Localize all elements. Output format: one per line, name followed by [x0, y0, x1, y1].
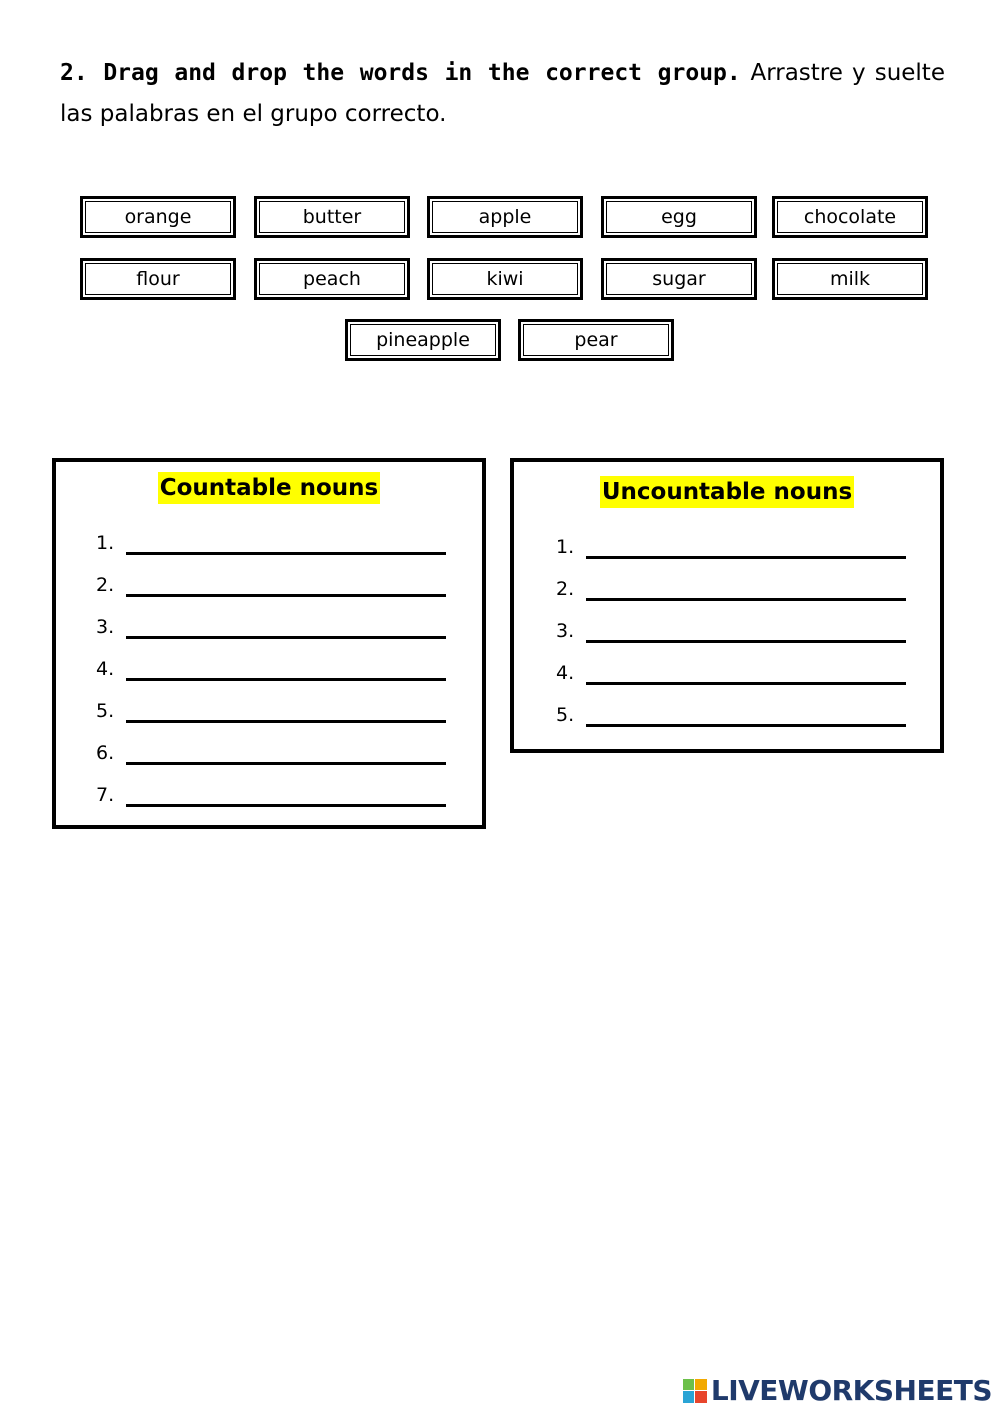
- word-chip-milk[interactable]: milk: [772, 258, 928, 300]
- word-chip-butter[interactable]: butter: [254, 196, 410, 238]
- word-chip-apple[interactable]: apple: [427, 196, 583, 238]
- instructions: [60, 52, 945, 134]
- word-chip-pear[interactable]: pear: [518, 319, 674, 361]
- word-chip-pineapple[interactable]: pineapple: [345, 319, 501, 361]
- logo-square-4: [695, 1391, 707, 1403]
- uncountable-nouns-group: Uncountable nouns 1. 2. 3. 4. 5.: [510, 458, 944, 753]
- word-chip-sugar[interactable]: sugar: [601, 258, 757, 300]
- brand-name: LIVEWORKSHEETS: [710, 1374, 992, 1407]
- instructions-english: 2. Drag and drop the words in the correct group.: [60, 60, 741, 86]
- liveworksheets-brand: [683, 1374, 992, 1407]
- logo-square-2: [695, 1379, 707, 1391]
- word-chip-orange[interactable]: orange: [80, 196, 236, 238]
- word-chip-flour[interactable]: flour: [80, 258, 236, 300]
- countable-nouns-title: Countable nouns: [56, 475, 482, 501]
- countable-nouns-group: Countable nouns 1. 2. 3. 4. 5. 6. 7.: [52, 458, 486, 829]
- liveworksheets-logo-icon: [683, 1379, 707, 1403]
- word-chip-kiwi[interactable]: kiwi: [427, 258, 583, 300]
- instructions-spanish: Arrastre y suelte las palabras en el grupo correcto.: [60, 60, 945, 127]
- logo-square-3: [683, 1391, 695, 1403]
- word-chip-chocolate[interactable]: chocolate: [772, 196, 928, 238]
- word-chip-egg[interactable]: egg: [601, 196, 757, 238]
- word-chip-peach[interactable]: peach: [254, 258, 410, 300]
- logo-square-1: [683, 1379, 695, 1391]
- uncountable-nouns-title: Uncountable nouns: [514, 479, 940, 505]
